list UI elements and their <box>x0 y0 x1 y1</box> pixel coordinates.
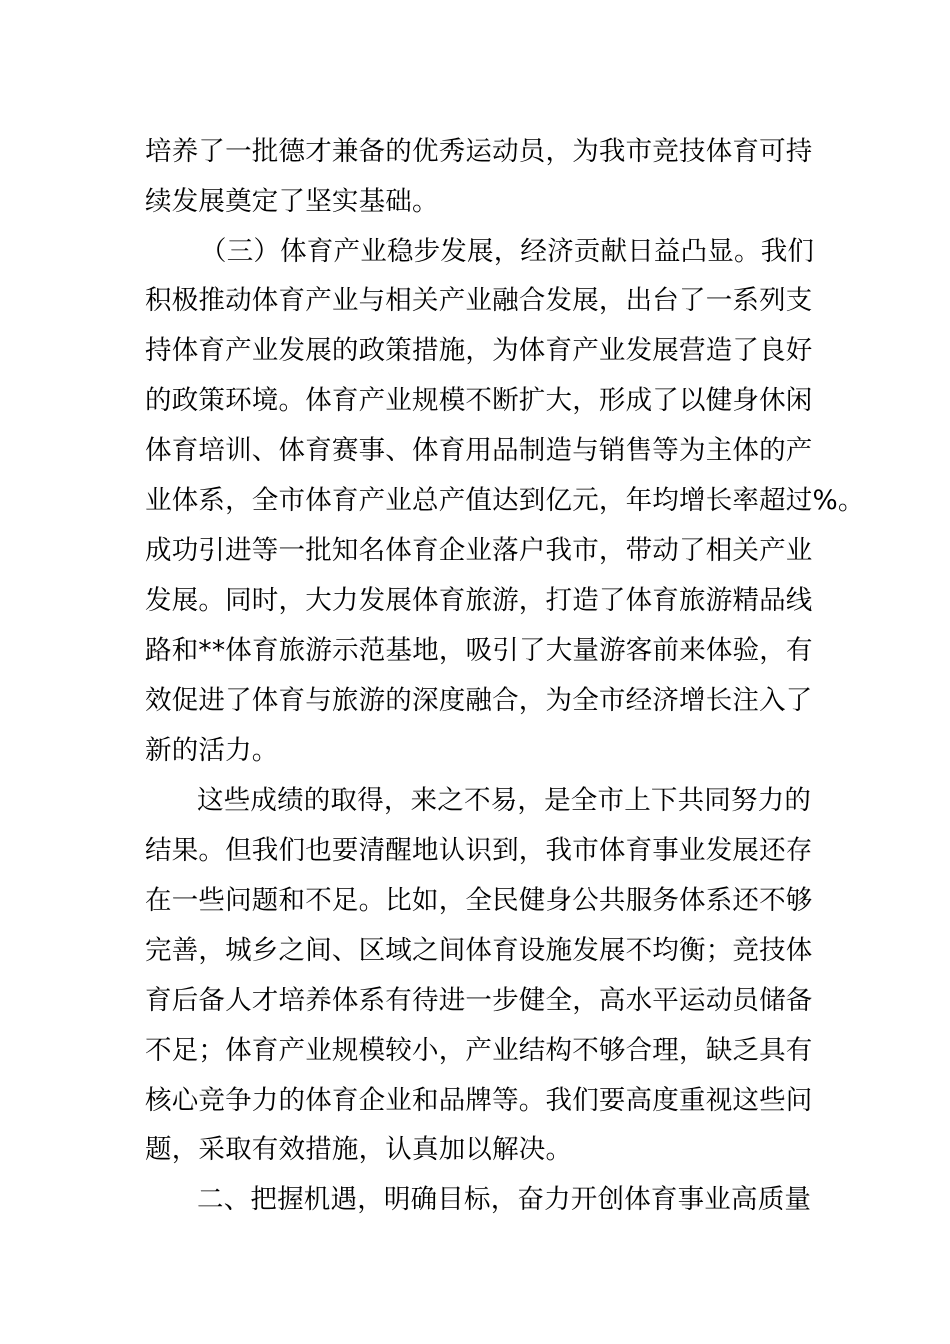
section-heading-three: （三）体育产业稳步发展，经济贡献日益凸显。我们 <box>200 236 815 267</box>
text-line: 业体系，全市体育产业总产值达到亿元，年均增长率超过%。 <box>145 485 865 516</box>
text-line: 不足；体育产业规模较小，产业结构不够合理，缺乏具有 <box>145 1035 813 1066</box>
section-heading-two: 二、把握机遇，明确目标，奋力开创体育事业高质量 <box>197 1184 812 1215</box>
text-line: 效促进了体育与旅游的深度融合，为全市经济增长注入了 <box>145 685 813 716</box>
text-line: 的政策环境。体育产业规模不断扩大，形成了以健身休闲 <box>145 385 813 416</box>
text-line: 持体育产业发展的政策措施，为体育产业发展营造了良好 <box>145 335 813 366</box>
text-line: 题，采取有效措施，认真加以解决。 <box>145 1134 573 1165</box>
paragraph-start: 这些成绩的取得，来之不易，是全市上下共同努力的 <box>197 785 812 816</box>
text-line: 育后备人才培养体系有待进一步健全，高水平运动员储备 <box>145 985 813 1016</box>
text-line: 体育培训、体育赛事、体育用品制造与销售等为主体的产 <box>145 435 813 466</box>
text-line: 发展。同时，大力发展体育旅游，打造了体育旅游精品线 <box>145 585 813 616</box>
text-line: 积极推动体育产业与相关产业融合发展，出台了一系列支 <box>145 285 813 316</box>
text-line: 路和**体育旅游示范基地，吸引了大量游客前来体验，有 <box>145 635 813 666</box>
text-line: 培养了一批德才兼备的优秀运动员，为我市竞技体育可持 <box>145 136 813 167</box>
text-line: 结果。但我们也要清醒地认识到，我市体育事业发展还存 <box>145 835 813 866</box>
text-line: 在一些问题和不足。比如，全民健身公共服务体系还不够 <box>145 885 813 916</box>
text-line: 完善，城乡之间、区域之间体育设施发展不均衡；竞技体 <box>145 935 813 966</box>
text-line: 新的活力。 <box>145 735 279 766</box>
text-line: 核心竞争力的体育企业和品牌等。我们要高度重视这些问 <box>145 1085 813 1116</box>
text-line: 续发展奠定了坚实基础。 <box>145 186 439 217</box>
text-line: 成功引进等一批知名体育企业落户我市，带动了相关产业 <box>145 535 813 566</box>
